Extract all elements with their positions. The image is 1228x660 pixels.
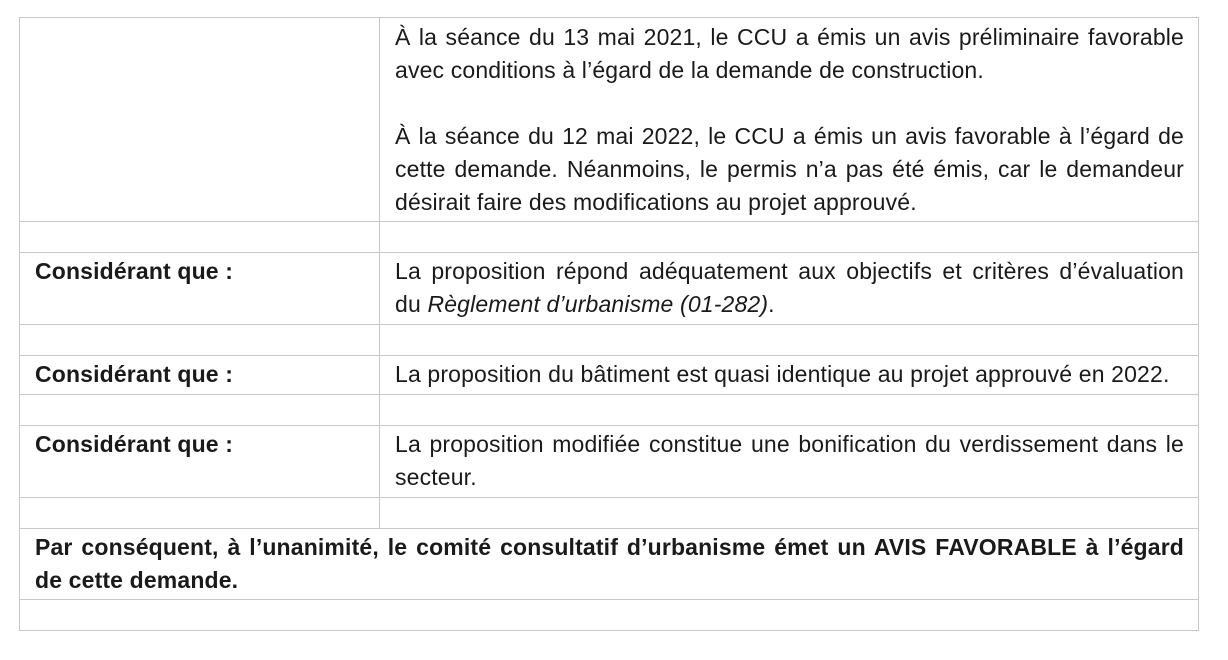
consideration-text (380, 253, 1199, 325)
spacer-cell (20, 325, 380, 356)
consideration-label: Considérant que : (20, 253, 380, 325)
spacer-cell (380, 498, 1199, 529)
trailing-cell (20, 600, 1199, 631)
conclusion-text: Par conséquent, à l’unanimité, le comité consultatif d’urbanisme émet un AVIS FAVORABLE à l’égard de cette demande. (20, 529, 1199, 600)
regulation-reference: Règlement d’urbanisme (01-282) (427, 291, 769, 317)
consideration-label: Considérant que : (20, 356, 380, 395)
spacer-row (20, 498, 1199, 529)
consideration-text-part: . (768, 291, 775, 317)
consideration-row-3 (20, 426, 1199, 498)
spacer-cell (20, 395, 380, 426)
consideration-text-part: La proposition répond adéquatement aux objectifs et critères d’évaluation du (395, 258, 1184, 317)
deliberation-table (19, 17, 1199, 631)
spacer-cell (20, 498, 380, 529)
spacer-row (20, 395, 1199, 426)
conclusion-row (20, 529, 1199, 600)
spacer-row (20, 222, 1199, 253)
spacer-cell (380, 395, 1199, 426)
consideration-row-1 (20, 253, 1199, 325)
spacer-row (20, 325, 1199, 356)
spacer-cell (20, 222, 380, 253)
intro-row (20, 18, 1199, 222)
consideration-row-2 (20, 356, 1199, 395)
intro-text-cell (380, 18, 1199, 222)
spacer-cell (380, 222, 1199, 253)
consideration-label: Considérant que : (20, 426, 380, 498)
consideration-text: La proposition modifiée constitue une bonification du verdissement dans le secteur. (380, 426, 1199, 498)
consideration-text: La proposition du bâtiment est quasi identique au projet approuvé en 2022. (380, 356, 1199, 395)
intro-paragraph-2: À la séance du 12 mai 2022, le CCU a émis un avis favorable à l’égard de cette demande. Néanmoins, le permis n’a pas été émis, car le demandeur désirait faire des modifications au projet approuvé. (395, 123, 1184, 215)
intro-label-cell (20, 18, 380, 222)
trailing-row (20, 600, 1199, 631)
intro-paragraph-1: À la séance du 13 mai 2021, le CCU a émis un avis préliminaire favorable avec conditions à l’égard de la demande de construction. (395, 24, 1184, 83)
spacer-cell (380, 325, 1199, 356)
